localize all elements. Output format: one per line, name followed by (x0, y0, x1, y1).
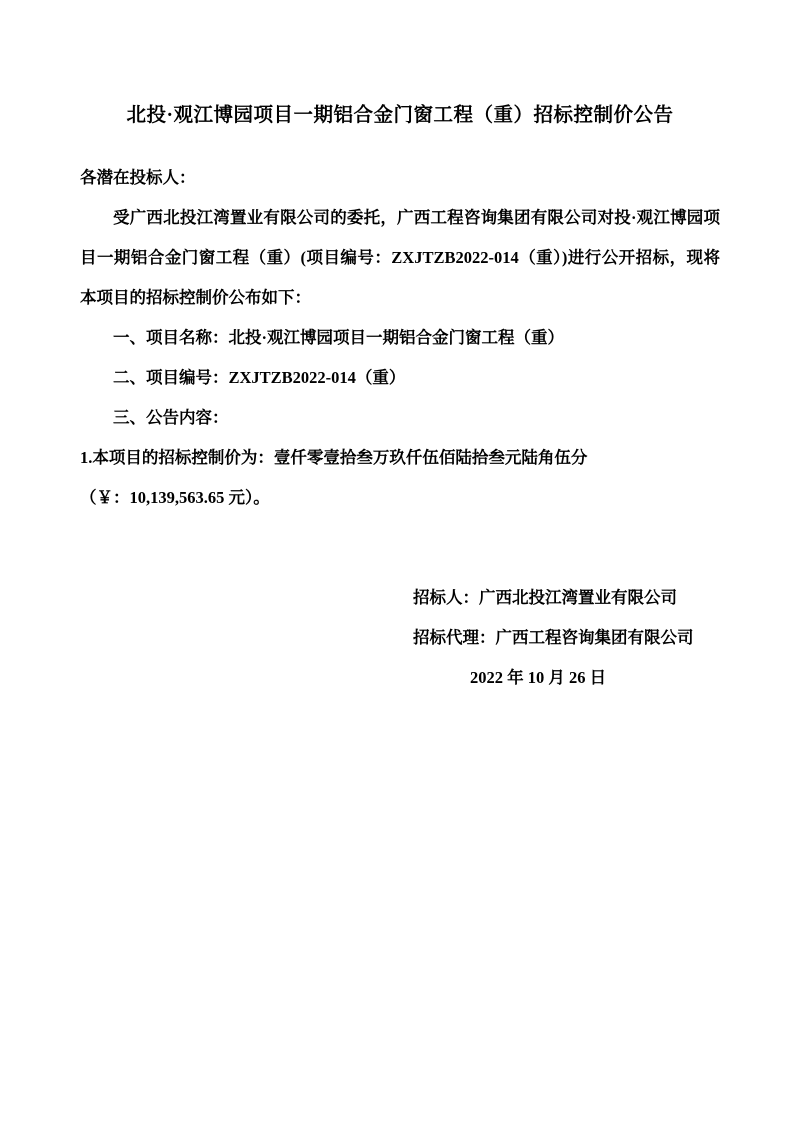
list-item-project-name: 一、项目名称：北投·观江博园项目一期铝合金门窗工程（重） (113, 328, 565, 347)
document-title: 北投·观江博园项目一期铝合金门窗工程（重）招标控制价公告 (126, 105, 674, 126)
list-item-project-number: 二、项目编号：ZXJTZB2022-014（重） (113, 368, 406, 387)
agent-line: 招标代理：广西工程咨询集团有限公司 (413, 628, 694, 647)
control-price-numeric-line: （￥：10,139,563.65 元）。 (80, 488, 270, 507)
tenderer-line: 招标人：广西北投江湾置业有限公司 (413, 588, 677, 607)
signature-block (80, 578, 720, 698)
control-price-words-line: 1.本项目的招标控制价为：壹仟零壹拾叁万玖仟伍佰陆拾叁元陆角伍分 (80, 448, 588, 467)
document-body (0, 158, 800, 698)
salutation: 各潜在投标人： (80, 168, 196, 187)
date-line: 2022 年 10 月 26 日 (470, 668, 607, 687)
intro-paragraph: 受广西北投江湾置业有限公司的委托，广西工程咨询集团有限公司对投·观江博园项目一期铝合金门窗工程（重）(项目编号：ZXJTZB2022-014（重）)进行公开招标，现将本项目的招标控制价公布如下： (80, 208, 720, 307)
list-item-announcement-content: 三、公告内容： (113, 408, 229, 427)
